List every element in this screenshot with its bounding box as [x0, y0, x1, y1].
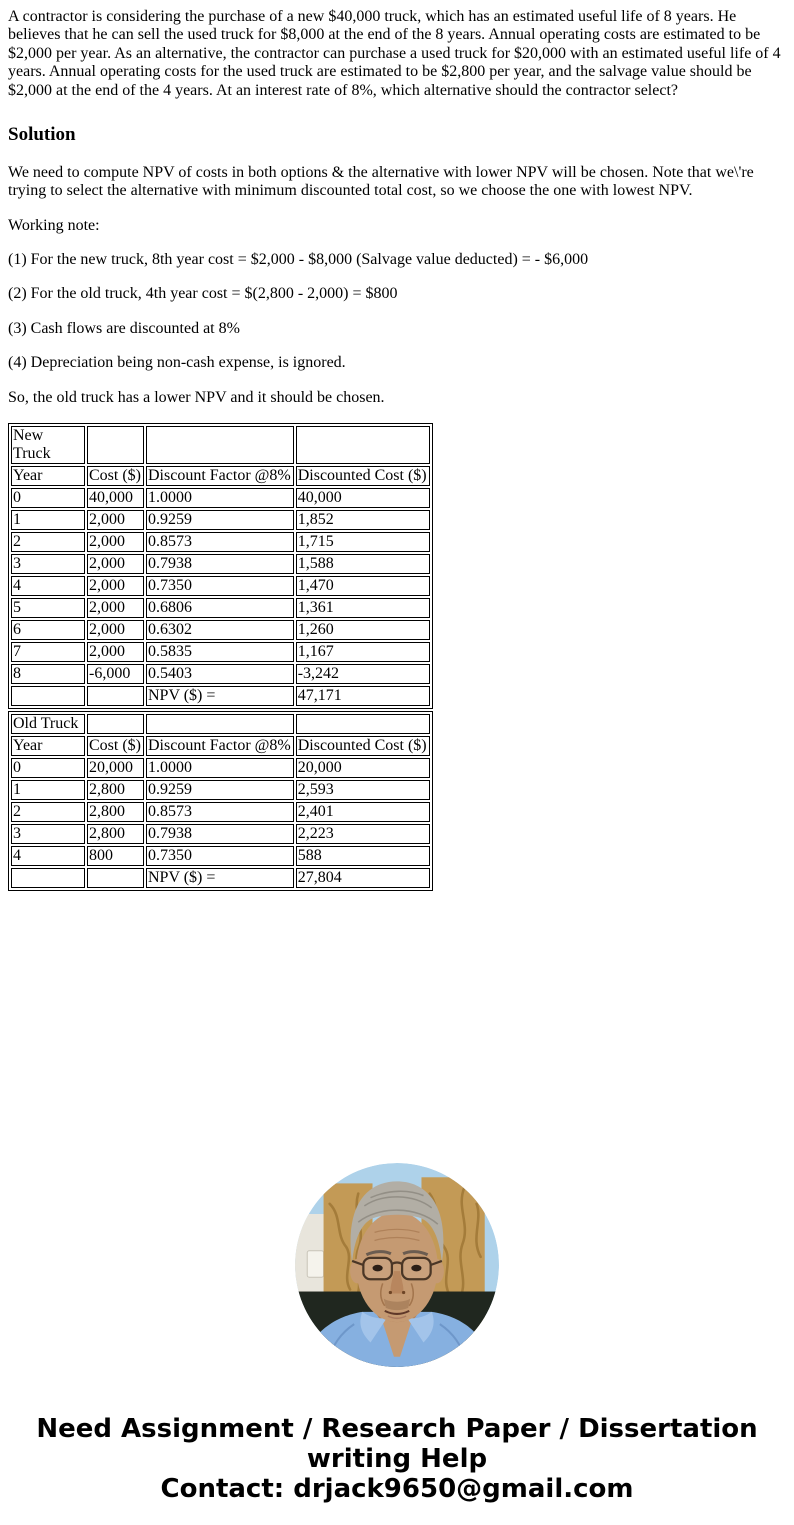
cost-cell: 2,000	[87, 532, 144, 552]
discounted-cost-cell: 1,588	[296, 554, 430, 574]
problem-statement: A contractor is considering the purchase of a new $40,000 truck, which has an estimated useful life of 8 years. He believes that he can sell the used truck for $8,000 at the end of the 8 years. Annual operating costs are estimated to be $2,000 per year. As an alternative, the contractor can purchase a used truck for $20,000 with an estimated useful life of 4 years. Annual operating costs for the used truck are estimated to be $2,800 per year, and the salvage value should be $2,000 at the end of the 4 years. At an interest rate of 8%, which alternative should the contractor select?	[8, 8, 781, 99]
cost-cell: 2,000	[87, 620, 144, 640]
table-header-cell: Discount Factor @8%	[146, 736, 294, 756]
discounted-cost-cell: 1,715	[296, 532, 430, 552]
npv-label-cell: NPV ($) =	[146, 868, 294, 888]
year-cell: 7	[11, 642, 85, 662]
discounted-cost-cell: 1,167	[296, 642, 430, 662]
year-cell: 2	[11, 802, 85, 822]
portrait-illustration	[295, 1163, 499, 1367]
working-note-4: (4) Depreciation being non-cash expense, is ignored.	[8, 354, 346, 372]
conclusion-text: So, the old truck has a lower NPV and it should be chosen.	[8, 388, 385, 406]
table-row	[11, 510, 430, 530]
table-row	[11, 532, 430, 552]
nostril-left	[389, 1291, 392, 1294]
working-note-3: (3) Cash flows are discounted at 8%	[8, 319, 240, 337]
year-cell: 0	[11, 758, 85, 778]
table-row	[11, 736, 430, 756]
table-header-cell: Cost ($)	[87, 736, 144, 756]
old-truck-npv-table	[8, 711, 433, 891]
npv-tables	[8, 423, 786, 891]
cost-cell: 2,800	[87, 824, 144, 844]
table-cell	[87, 686, 144, 706]
cost-cell: 800	[87, 846, 144, 866]
discount-factor-cell: 0.7938	[146, 554, 294, 574]
table-row	[11, 664, 430, 684]
new-truck-npv-table	[8, 423, 433, 709]
year-cell: 2	[11, 532, 85, 552]
table-cell	[87, 714, 144, 734]
discounted-cost-cell: 1,260	[296, 620, 430, 640]
table-cell	[11, 868, 85, 888]
cost-cell: 2,000	[87, 554, 144, 574]
table-cell	[146, 426, 294, 464]
working-note-2: (2) For the old truck, 4th year cost = $(2,800 - 2,000) = $800	[8, 285, 398, 303]
table-cell	[11, 686, 85, 706]
discount-factor-cell: 0.6302	[146, 620, 294, 640]
table-row	[11, 714, 430, 734]
table-row	[11, 802, 430, 822]
switch-plate	[307, 1251, 323, 1278]
table-row	[11, 554, 430, 574]
table-cell	[87, 868, 144, 888]
cost-cell: 40,000	[87, 488, 144, 508]
table-header-cell: Discount Factor @8%	[146, 466, 294, 486]
table-row	[11, 758, 430, 778]
discounted-cost-cell: 2,223	[296, 824, 430, 844]
cost-cell: 20,000	[87, 758, 144, 778]
discounted-cost-cell: 1,361	[296, 598, 430, 618]
table-row	[11, 576, 430, 596]
year-cell: 1	[11, 510, 85, 530]
npv-label-cell: NPV ($) =	[146, 686, 294, 706]
discount-factor-cell: 0.7350	[146, 846, 294, 866]
year-cell: 1	[11, 780, 85, 800]
discounted-cost-cell: 588	[296, 846, 430, 866]
table-cell	[296, 426, 430, 464]
discounted-cost-cell: 40,000	[296, 488, 430, 508]
table-row	[11, 824, 430, 844]
discount-factor-cell: 0.8573	[146, 802, 294, 822]
table-header-cell: Year	[11, 466, 85, 486]
solution-heading: Solution	[8, 123, 76, 145]
year-cell: 5	[11, 598, 85, 618]
cost-cell: 2,000	[87, 576, 144, 596]
year-cell: 4	[11, 576, 85, 596]
year-cell: 6	[11, 620, 85, 640]
discounted-cost-cell: 1,470	[296, 576, 430, 596]
discount-factor-cell: 0.6806	[146, 598, 294, 618]
discount-factor-cell: 0.9259	[146, 510, 294, 530]
discount-factor-cell: 1.0000	[146, 488, 294, 508]
discount-factor-cell: 0.8573	[146, 532, 294, 552]
discount-factor-cell: 1.0000	[146, 758, 294, 778]
table-cell	[296, 714, 430, 734]
cost-cell: 2,800	[87, 780, 144, 800]
discounted-cost-cell: 2,593	[296, 780, 430, 800]
year-cell: 3	[11, 824, 85, 844]
discount-factor-cell: 0.9259	[146, 780, 294, 800]
table-row	[11, 598, 430, 618]
footer-contact-text: Contact: drjack9650@gmail.com	[160, 1473, 634, 1504]
year-cell: 4	[11, 846, 85, 866]
solution-intro: We need to compute NPV of costs in both options & the alternative with lower NPV will be chosen. Note that we\'re trying to select the alternative with minimum discounted total cost, so we choose the one with lowest NPV.	[8, 163, 754, 200]
discounted-cost-cell: 1,852	[296, 510, 430, 530]
discount-factor-cell: 0.7938	[146, 824, 294, 844]
table-row	[11, 642, 430, 662]
table-row	[11, 620, 430, 640]
discounted-cost-cell: -3,242	[296, 664, 430, 684]
year-cell: 8	[11, 664, 85, 684]
table-title-cell: Old Truck	[11, 714, 85, 734]
discounted-cost-cell: 2,401	[296, 802, 430, 822]
table-row	[11, 466, 430, 486]
cost-cell: 2,000	[87, 510, 144, 530]
year-cell: 3	[11, 554, 85, 574]
discount-factor-cell: 0.5835	[146, 642, 294, 662]
working-note-1: (1) For the new truck, 8th year cost = $2,000 - $8,000 (Salvage value deducted) = - $6,000	[8, 250, 589, 268]
cost-cell: 2,000	[87, 598, 144, 618]
footer-help-text: Need Assignment / Research Paper / Dissertation writing Help	[36, 1413, 758, 1474]
table-row	[11, 426, 430, 464]
cost-cell: -6,000	[87, 664, 144, 684]
cost-cell: 2,000	[87, 642, 144, 662]
table-row	[11, 846, 430, 866]
table-cell	[146, 714, 294, 734]
cost-cell: 2,800	[87, 802, 144, 822]
discount-factor-cell: 0.7350	[146, 576, 294, 596]
table-row	[11, 488, 430, 508]
table-row	[11, 868, 430, 888]
footer-promo	[12, 1415, 782, 1505]
table-header-cell: Discounted Cost ($)	[296, 466, 430, 486]
table-row	[11, 780, 430, 800]
table-header-cell: Year	[11, 736, 85, 756]
tutor-portrait-photo	[295, 1163, 499, 1367]
npv-value-cell: 27,804	[296, 868, 430, 888]
discounted-cost-cell: 20,000	[296, 758, 430, 778]
discount-factor-cell: 0.5403	[146, 664, 294, 684]
nostril-right	[402, 1291, 405, 1294]
working-note-label: Working note:	[8, 216, 100, 234]
table-row	[11, 686, 430, 706]
table-title-cell: New Truck	[11, 426, 85, 464]
table-header-cell: Cost ($)	[87, 466, 144, 486]
year-cell: 0	[11, 488, 85, 508]
npv-value-cell: 47,171	[296, 686, 430, 706]
table-header-cell: Discounted Cost ($)	[296, 736, 430, 756]
solution-document	[8, 8, 786, 1505]
photo-section	[8, 1163, 786, 1367]
table-cell	[87, 426, 144, 464]
